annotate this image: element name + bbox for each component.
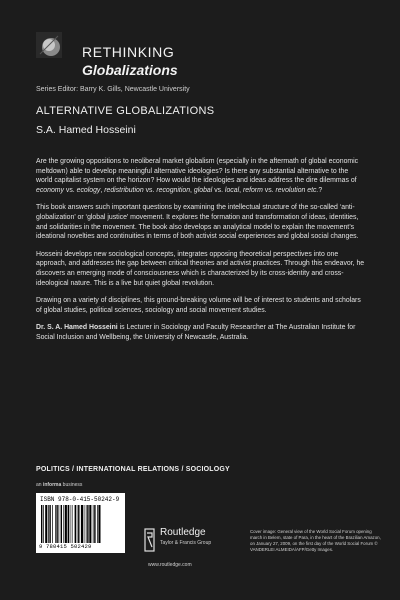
routledge-logo-icon (144, 527, 156, 553)
barcode-bar (45, 505, 47, 543)
barcode-bar (59, 505, 60, 543)
barcode-bar (43, 505, 44, 543)
informa-business: an informa business (36, 482, 83, 488)
publisher-name: Routledge (160, 527, 206, 538)
barcode-bar (98, 505, 100, 543)
barcode-bar (61, 505, 62, 543)
barcode-digits: 9 780415 502429 (39, 543, 92, 550)
barcode-bar (70, 505, 71, 543)
barcode-bar (49, 505, 50, 543)
book-title: ALTERNATIVE GLOBALIZATIONS (36, 105, 215, 117)
barcode-bar (68, 505, 69, 543)
barcode-bar (93, 505, 94, 543)
publisher-url: www.routledge.com (148, 562, 192, 568)
isbn-barcode (36, 493, 125, 553)
barcode-bar (63, 505, 64, 543)
series-name-line2: Globalizations (82, 62, 178, 78)
barcode-bar (55, 505, 56, 543)
barcode-bar (94, 505, 95, 543)
barcode-bar (87, 505, 88, 543)
barcode-bar (97, 505, 98, 543)
barcode-bar (52, 505, 53, 543)
isbn-number: ISBN 978-0-415-50242-9 (40, 496, 120, 503)
barcode-bar (89, 505, 91, 543)
barcode-bars-icon (41, 505, 120, 543)
barcode-bar (41, 505, 42, 543)
blurb-paragraph-1: Are the growing oppositions to neoliberal market globalism (especially in the aftermath of global economic meltdown) able to develop meaningful alternative ideologies? Is there any substantial alternative to the world capitalist system on the horizon? How would the ideologies and ideas address the dire dilemmas of economy vs. ecology, redistribution vs. recognition, global vs. local, reform vs. revolution etc.? (36, 158, 359, 194)
blurb-paragraph-3: Hosseini develops new sociological concepts, integrates opposing theoretical perspectives into one approach, and addresses the gap between critical theories and activist practices. Through this endeavor, he discovers an emerging mode of consciousness which is characterized by its cross-identity and cross-ideological nature. This is a live but quiet global revolution. (36, 250, 365, 287)
cover-image-credit: Cover image: General view of the World Social Forum opening march in Belem, state of Para, in the heart of the Brazilian Amazon, on January 27, 2009, on the first day of the World Social Forum © VANDERLEI ALMEIDA/AFP/Getty Images. (250, 529, 381, 552)
book-author: S.A. Hamed Hosseini (36, 124, 136, 136)
publisher-group: Taylor & Francis Group (160, 540, 212, 546)
barcode-bar (48, 505, 49, 543)
barcode-bar (65, 505, 67, 543)
subject-categories: POLITICS / INTERNATIONAL RELATIONS / SOCIOLOGY (36, 466, 230, 473)
series-editor: Series Editor: Barry K. Gills, Newcastle University (36, 86, 190, 93)
author-bio: Dr. S. A. Hamed Hosseini is Lecturer in Sociology and Faculty Researcher at The Australian Institute for Social Inclusion and Wellbeing, the University of Newcastle, Australia. (36, 324, 356, 341)
barcode-bar (81, 505, 83, 543)
barcode-bar (78, 505, 79, 543)
barcode-bar (77, 505, 78, 543)
barcode-bar (56, 505, 57, 543)
barcode-bar (75, 505, 76, 543)
barcode-bar (72, 505, 73, 543)
blurb-paragraph-2: This book answers such important questions by examining the intellectual structure of the so-called ‘anti-globalization’ or ‘global justice’ movement. It explores the formation and transformation of ideas, identities, and solidarities in the movement. The book also develops an analytical model to explain the movement’s ideational novelties and continuities in terms of both activist social experiences and global social changes. (36, 204, 359, 241)
barcode-bar (84, 505, 85, 543)
blurb (36, 157, 366, 351)
blurb-paragraph-4: Drawing on a variety of disciplines, this ground-breaking volume will be of interest to students and scholars of global studies, political sciences, sociology and social movement studies. (36, 297, 361, 314)
barcode-bar (86, 505, 87, 543)
series-logo-icon (36, 32, 62, 58)
series-name-line1: RETHINKING (82, 44, 175, 60)
